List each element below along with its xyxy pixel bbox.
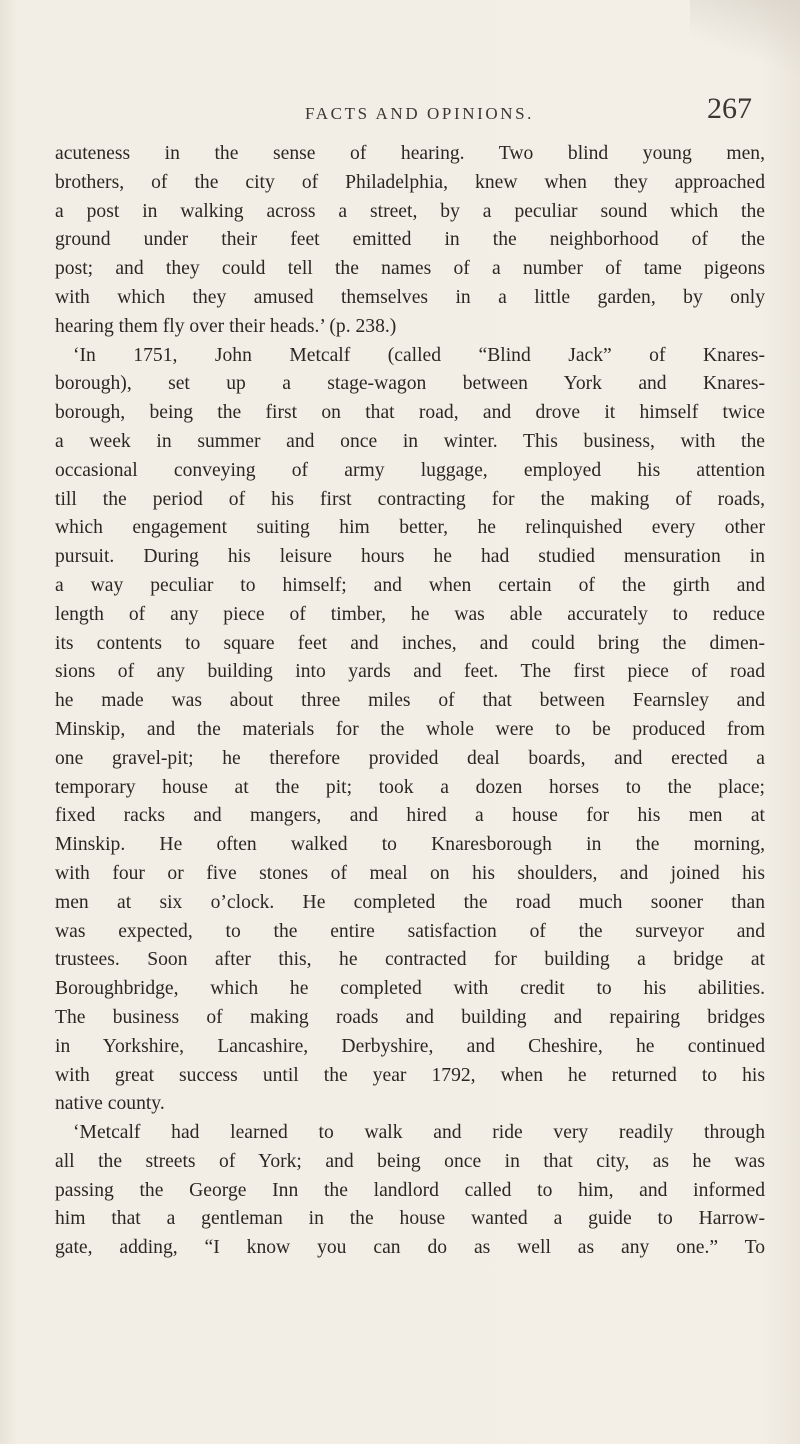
text-line: was expected, to the entire satisfaction of the surveyor and	[55, 920, 765, 942]
text-line: with which they amused themselves in a little garden, by only	[55, 286, 765, 308]
text-line: fixed racks and mangers, and hired a house for his men at	[55, 805, 765, 827]
text-line: native county.	[55, 1093, 165, 1115]
text-line: temporary house at the pit; took a dozen horses to the place;	[55, 776, 765, 798]
text-line: its contents to square feet and inches, and could bring the dimen-	[55, 632, 765, 654]
running-title: FACTS AND OPINIONS.	[305, 104, 535, 123]
text-line: men at six o’clock. He completed the road much sooner than	[55, 891, 765, 913]
text-line: with four or five stones of meal on his shoulders, and joined his	[55, 862, 765, 884]
text-line: a post in walking across a street, by a peculiar sound which the	[55, 200, 765, 222]
text-line: length of any piece of timber, he was able accurately to reduce	[55, 603, 765, 625]
running-head	[0, 92, 800, 132]
text-line: till the period of his first contracting for the making of roads,	[55, 488, 765, 510]
text-line: pursuit. During his leisure hours he had studied mensuration in	[55, 546, 765, 568]
text-line: acuteness in the sense of hearing. Two blind young men,	[55, 143, 765, 164]
text-line: borough), set up a stage-wagon between York and Knares-	[55, 373, 765, 395]
text-line: trustees. Soon after this, he contracted for building a bridge at	[55, 949, 765, 971]
paragraph-start-line: ‘Metcalf had learned to walk and ride very readily through	[73, 1122, 765, 1144]
text-line: a week in summer and once in winter. This business, with the	[55, 430, 765, 452]
text-line: in Yorkshire, Lancashire, Derbyshire, and Cheshire, he continued	[55, 1035, 765, 1057]
text-line: a way peculiar to himself; and when certain of the girth and	[55, 574, 765, 596]
text-line: hearing them fly over their heads.’ (p. 238.)	[55, 315, 397, 337]
text-line: Boroughbridge, which he completed with credit to his abilities.	[55, 978, 765, 1000]
page-number: 267	[707, 92, 752, 125]
text-line: Minskip, and the materials for the whole were to be produced from	[55, 718, 765, 740]
text-line: one gravel-pit; he therefore provided deal boards, and erected a	[55, 747, 765, 769]
text-line: with great success until the year 1792, when he returned to his	[55, 1064, 765, 1086]
page-corner-fold	[690, 0, 800, 90]
text-line: sions of any building into yards and feet. The first piece of road	[55, 661, 765, 683]
text-line: all the streets of York; and being once in that city, as he was	[55, 1150, 765, 1172]
text-line: borough, being the first on that road, and drove it himself twice	[55, 402, 765, 424]
text-line: passing the George Inn the landlord called to him, and informed	[55, 1179, 765, 1201]
body-text	[55, 140, 765, 1263]
text-line: ground under their feet emitted in the neighborhood of the	[55, 229, 765, 251]
text-line: Minskip. He often walked to Knaresborough in the morning,	[55, 834, 765, 856]
text-line: post; and they could tell the names of a number of tame pigeons	[55, 258, 765, 280]
text-line: brothers, of the city of Philadelphia, knew when they approached	[55, 171, 765, 193]
text-line: which engagement suiting him better, he relinquished every other	[55, 517, 765, 539]
text-line: him that a gentleman in the house wanted a guide to Harrow-	[55, 1208, 765, 1230]
text-line: gate, adding, “I know you can do as well as any one.” To	[55, 1237, 765, 1259]
paragraph-start-line: ‘In 1751, John Metcalf (called “Blind Jack” of Knares-	[73, 344, 765, 366]
text-line: occasional conveying of army luggage, employed his attention	[55, 459, 765, 481]
text-line: he made was about three miles of that between Fearnsley and	[55, 690, 765, 712]
text-line: The business of making roads and building and repairing bridges	[55, 1006, 765, 1028]
